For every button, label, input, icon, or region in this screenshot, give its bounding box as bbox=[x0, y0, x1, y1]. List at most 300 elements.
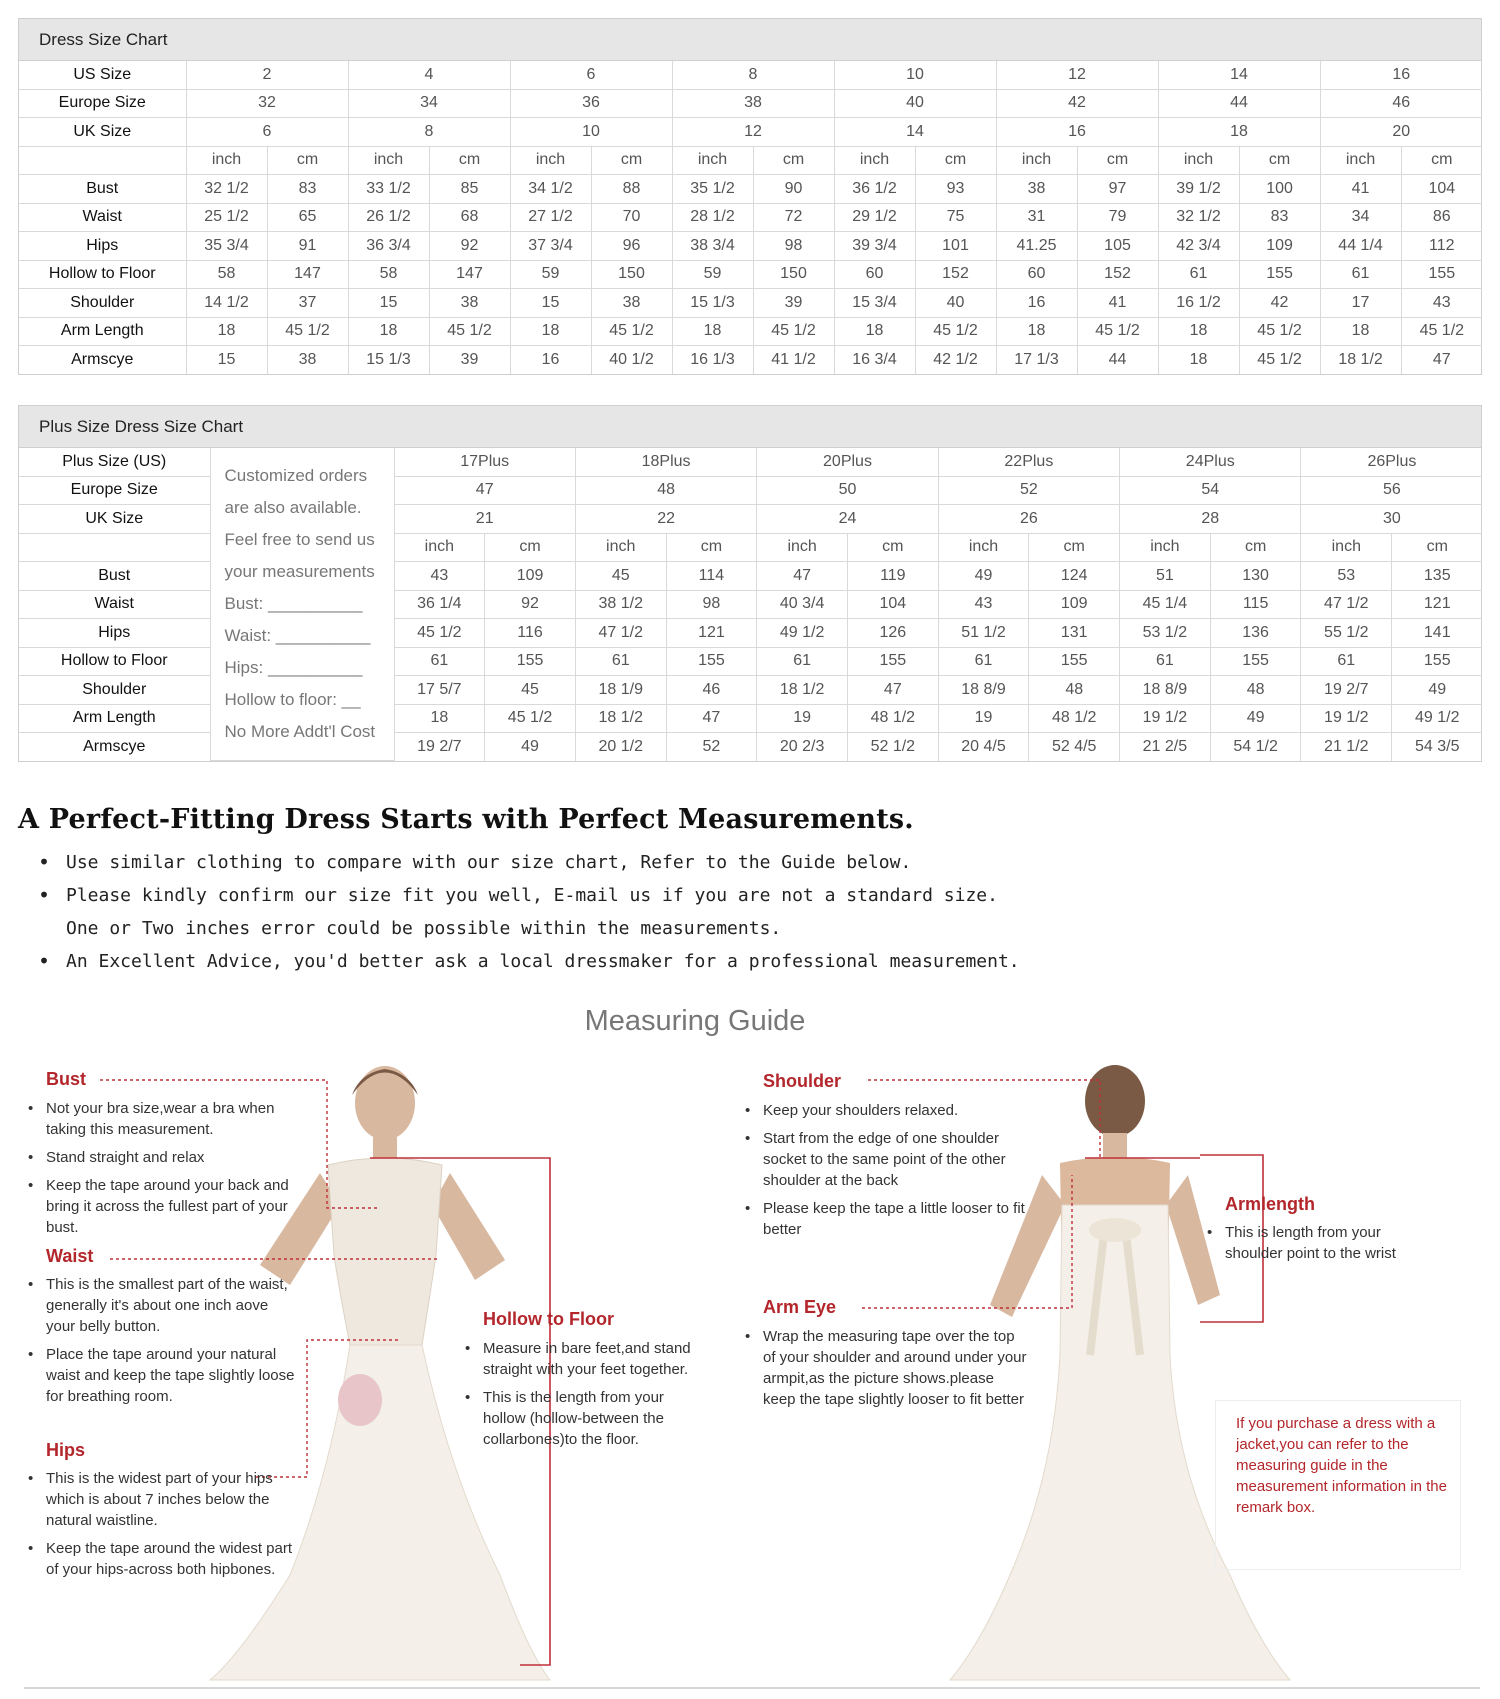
measure-cell: 61 bbox=[1120, 647, 1211, 676]
measure-cell: 45 1/2 bbox=[1077, 317, 1158, 346]
measure-cell: 47 1/2 bbox=[575, 619, 666, 648]
measure-cell: 19 bbox=[757, 704, 848, 733]
unit-cell: cm bbox=[1029, 533, 1120, 562]
measure-cell: 43 bbox=[1401, 289, 1482, 318]
size-cell: 36 bbox=[510, 89, 672, 118]
guide-bust-item: • Keep the tape around your back and bring it across the fullest part of your bust. bbox=[26, 1175, 296, 1238]
unit-cell: inch bbox=[575, 533, 666, 562]
guide-shoulder-item: • Keep your shoulders relaxed. bbox=[743, 1100, 1033, 1121]
measure-cell: 45 1/2 bbox=[267, 317, 348, 346]
size-cell: 26Plus bbox=[1301, 448, 1482, 476]
guide-armlength-heading: Armlength bbox=[1225, 1194, 1315, 1214]
measure-cell: 155 bbox=[485, 647, 576, 676]
guide-armeye-list bbox=[743, 1326, 1028, 1417]
size-cell: 4 bbox=[348, 61, 510, 89]
size-cell: 16 bbox=[1320, 61, 1482, 89]
size-cell: 8 bbox=[348, 118, 510, 147]
guide-shoulder-heading: Shoulder bbox=[763, 1071, 842, 1091]
measure-cell: 31 bbox=[996, 203, 1077, 232]
measuring-guide-title: Measuring Guide bbox=[584, 1005, 806, 1037]
measure-cell: 18 8/9 bbox=[938, 676, 1029, 705]
measure-cell: 86 bbox=[1401, 203, 1482, 232]
guide-bust-item: • Stand straight and relax bbox=[26, 1147, 296, 1168]
measure-cell: 152 bbox=[1077, 260, 1158, 289]
measure-cell: 61 bbox=[1158, 260, 1239, 289]
measure-cell: 15 1/3 bbox=[672, 289, 753, 318]
measure-cell: 19 1/2 bbox=[1120, 704, 1211, 733]
size-cell: 20Plus bbox=[757, 448, 938, 476]
row-label: Shoulder bbox=[19, 676, 210, 705]
measure-cell: 100 bbox=[1239, 175, 1320, 204]
measure-cell: 27 1/2 bbox=[510, 203, 591, 232]
dress-chart-title: Dress Size Chart bbox=[19, 19, 1481, 61]
size-cell: 6 bbox=[186, 118, 348, 147]
guide-hollow-item: • Measure in bare feet,and stand straight with your feet together. bbox=[463, 1338, 693, 1380]
measure-cell: 104 bbox=[1401, 175, 1482, 204]
guide-waist-item: • This is the smallest part of the waist, generally it's about one inch aove your belly button. bbox=[26, 1274, 296, 1337]
row-label: Bust bbox=[19, 562, 210, 591]
measure-cell: 135 bbox=[1392, 562, 1483, 591]
measure-cell: 15 1/3 bbox=[348, 346, 429, 374]
size-cell: 46 bbox=[1320, 89, 1482, 118]
measure-cell: 75 bbox=[915, 203, 996, 232]
measure-cell: 16 bbox=[996, 289, 1077, 318]
measure-cell: 152 bbox=[915, 260, 996, 289]
measure-cell: 18 8/9 bbox=[1120, 676, 1211, 705]
measure-cell: 58 bbox=[348, 260, 429, 289]
size-cell: 28 bbox=[1120, 505, 1301, 534]
guide-armlength-item: • This is length from your shoulder point to the wrist bbox=[1205, 1222, 1420, 1264]
measure-cell: 18 bbox=[394, 704, 485, 733]
measure-cell: 37 3/4 bbox=[510, 232, 591, 261]
measure-cell: 97 bbox=[1077, 175, 1158, 204]
measure-cell: 16 3/4 bbox=[834, 346, 915, 374]
unit-cell: cm bbox=[1401, 146, 1482, 175]
measure-cell: 35 1/2 bbox=[672, 175, 753, 204]
guide-shoulder-item: • Please keep the tape a little looser to fit better bbox=[743, 1198, 1033, 1240]
unit-cell: inch bbox=[394, 533, 485, 562]
row-label: Armscye bbox=[19, 733, 210, 761]
note-line: Hollow to floor: __ bbox=[224, 690, 361, 709]
measure-cell: 47 bbox=[1401, 346, 1482, 374]
measure-cell: 38 bbox=[267, 346, 348, 374]
unit-cell: inch bbox=[757, 533, 848, 562]
measure-cell: 92 bbox=[429, 232, 510, 261]
measure-cell: 83 bbox=[267, 175, 348, 204]
size-cell: 17Plus bbox=[394, 448, 575, 476]
size-cell: 22Plus bbox=[938, 448, 1119, 476]
measure-cell: 98 bbox=[666, 590, 757, 619]
measure-cell: 109 bbox=[485, 562, 576, 591]
size-cell: 2 bbox=[186, 61, 348, 89]
measure-cell: 61 bbox=[394, 647, 485, 676]
row-label: Hollow to Floor bbox=[19, 260, 186, 289]
guide-waist-item: • Place the tape around your natural waist and keep the tape slightly loose for breathing room. bbox=[26, 1344, 296, 1407]
guide-shoulder-item: • Start from the edge of one shoulder socket to the same point of the other shoulder at the back bbox=[743, 1128, 1033, 1191]
measure-cell: 18 1/2 bbox=[1320, 346, 1401, 374]
measure-cell: 45 1/2 bbox=[394, 619, 485, 648]
guide-hips-heading: Hips bbox=[46, 1440, 86, 1460]
measure-cell: 109 bbox=[1239, 232, 1320, 261]
measure-cell: 17 bbox=[1320, 289, 1401, 318]
measure-cell: 68 bbox=[429, 203, 510, 232]
measure-cell: 18 bbox=[1158, 317, 1239, 346]
measure-cell: 61 bbox=[575, 647, 666, 676]
size-cell: 52 bbox=[938, 476, 1119, 505]
row-label: Europe Size bbox=[19, 89, 186, 118]
measure-cell: 36 3/4 bbox=[348, 232, 429, 261]
measure-cell: 60 bbox=[996, 260, 1077, 289]
row-label: Armscye bbox=[19, 346, 186, 374]
measure-cell: 16 bbox=[510, 346, 591, 374]
measure-cell: 114 bbox=[666, 562, 757, 591]
measure-cell: 45 1/2 bbox=[1239, 346, 1320, 374]
unit-cell: inch bbox=[1301, 533, 1392, 562]
measure-cell: 116 bbox=[485, 619, 576, 648]
unit-cell: cm bbox=[267, 146, 348, 175]
measure-cell: 49 bbox=[1210, 704, 1301, 733]
measure-cell: 38 bbox=[591, 289, 672, 318]
advice-item: • Use similar clothing to compare with our size chart, Refer to the Guide below. bbox=[36, 846, 1020, 879]
row-label: Hips bbox=[19, 619, 210, 648]
unit-cell: cm bbox=[666, 533, 757, 562]
measure-cell: 21 1/2 bbox=[1301, 733, 1392, 761]
size-cell: 48 bbox=[575, 476, 756, 505]
measure-cell: 48 1/2 bbox=[1029, 704, 1120, 733]
measure-cell: 85 bbox=[429, 175, 510, 204]
measure-cell: 41 bbox=[1320, 175, 1401, 204]
measure-cell: 34 bbox=[1320, 203, 1401, 232]
measure-cell: 136 bbox=[1210, 619, 1301, 648]
measure-cell: 18 bbox=[996, 317, 1077, 346]
bottom-divider bbox=[24, 1687, 1480, 1689]
measure-cell: 38 3/4 bbox=[672, 232, 753, 261]
measure-cell: 36 1/2 bbox=[834, 175, 915, 204]
measure-cell: 155 bbox=[1210, 647, 1301, 676]
measure-cell: 141 bbox=[1392, 619, 1483, 648]
measure-cell: 18 bbox=[348, 317, 429, 346]
measure-cell: 47 bbox=[666, 704, 757, 733]
guide-hollow-item: • This is the length from your hollow (hollow-between the collarbones)to the floor. bbox=[463, 1387, 693, 1450]
measure-cell: 54 3/5 bbox=[1392, 733, 1483, 761]
measure-cell: 46 bbox=[666, 676, 757, 705]
measure-cell: 121 bbox=[1392, 590, 1483, 619]
note-line: Feel free to send us bbox=[224, 530, 375, 549]
measure-cell: 61 bbox=[938, 647, 1029, 676]
measure-cell: 155 bbox=[1392, 647, 1483, 676]
measure-cell: 32 1/2 bbox=[186, 175, 267, 204]
measure-cell: 20 4/5 bbox=[938, 733, 1029, 761]
advice-item-continuation: One or Two inches error could be possible within the measurements. bbox=[66, 918, 782, 939]
size-cell: 20 bbox=[1320, 118, 1482, 147]
guide-bust-heading: Bust bbox=[46, 1069, 86, 1089]
measure-cell: 130 bbox=[1210, 562, 1301, 591]
unit-cell: cm bbox=[1210, 533, 1301, 562]
measure-cell: 92 bbox=[485, 590, 576, 619]
measure-cell: 49 1/2 bbox=[1392, 704, 1483, 733]
advice-item: • An Excellent Advice, you'd better ask a local dressmaker for a professional measurement. bbox=[36, 945, 1020, 978]
size-cell: 24Plus bbox=[1120, 448, 1301, 476]
unit-cell: inch bbox=[938, 533, 1029, 562]
size-cell: 32 bbox=[186, 89, 348, 118]
measure-cell: 112 bbox=[1401, 232, 1482, 261]
measure-cell: 49 bbox=[1392, 676, 1483, 705]
measure-cell: 70 bbox=[591, 203, 672, 232]
unit-cell: cm bbox=[753, 146, 834, 175]
measure-cell: 45 1/2 bbox=[1401, 317, 1482, 346]
measure-cell: 48 1/2 bbox=[847, 704, 938, 733]
note-line: Hips: __________ bbox=[224, 658, 363, 677]
measure-cell: 37 bbox=[267, 289, 348, 318]
size-cell: 22 bbox=[575, 505, 756, 534]
size-cell: 8 bbox=[672, 61, 834, 89]
measure-cell: 45 bbox=[575, 562, 666, 591]
measure-cell: 44 1/4 bbox=[1320, 232, 1401, 261]
measure-cell: 36 1/4 bbox=[394, 590, 485, 619]
measure-cell: 17 1/3 bbox=[996, 346, 1077, 374]
measure-cell: 45 1/2 bbox=[429, 317, 510, 346]
unit-cell: cm bbox=[915, 146, 996, 175]
measure-cell: 38 bbox=[996, 175, 1077, 204]
row-label: Hollow to Floor bbox=[19, 647, 210, 676]
note-line: No More Addt'l Cost bbox=[224, 722, 376, 741]
measure-cell: 33 1/2 bbox=[348, 175, 429, 204]
measure-cell: 15 bbox=[186, 346, 267, 374]
size-cell: 12 bbox=[996, 61, 1158, 89]
measure-cell: 60 bbox=[834, 260, 915, 289]
plus-chart-title: Plus Size Dress Size Chart bbox=[19, 406, 1481, 448]
row-label: Arm Length bbox=[19, 317, 186, 346]
measure-cell: 45 1/2 bbox=[591, 317, 672, 346]
guide-bust-list bbox=[26, 1098, 296, 1245]
size-cell: 18 bbox=[1158, 118, 1320, 147]
size-cell: 16 bbox=[996, 118, 1158, 147]
measure-cell: 26 1/2 bbox=[348, 203, 429, 232]
measure-cell: 52 4/5 bbox=[1029, 733, 1120, 761]
guide-waist-list bbox=[26, 1274, 296, 1414]
measure-cell: 105 bbox=[1077, 232, 1158, 261]
guide-hollow-heading: Hollow to Floor bbox=[483, 1309, 614, 1329]
size-cell: 50 bbox=[757, 476, 938, 505]
guide-armeye-item: • Wrap the measuring tape over the top of your shoulder and around under your armpit,as the picture shows.please keep the tape slightly looser to fit better bbox=[743, 1326, 1028, 1410]
unit-cell: inch bbox=[1120, 533, 1211, 562]
size-cell: 10 bbox=[834, 61, 996, 89]
measure-cell: 147 bbox=[429, 260, 510, 289]
size-cell: 26 bbox=[938, 505, 1119, 534]
unit-cell: cm bbox=[591, 146, 672, 175]
measure-cell: 155 bbox=[1029, 647, 1120, 676]
measure-cell: 18 1/2 bbox=[757, 676, 848, 705]
measure-cell: 53 bbox=[1301, 562, 1392, 591]
measure-cell: 88 bbox=[591, 175, 672, 204]
measure-cell: 83 bbox=[1239, 203, 1320, 232]
note-line: are also available. bbox=[224, 498, 362, 517]
size-cell: 24 bbox=[757, 505, 938, 534]
measure-cell: 18 bbox=[834, 317, 915, 346]
jacket-note: If you purchase a dress with a jacket,you can refer to the measuring guide in the measurement information in the remark box. bbox=[1215, 1400, 1461, 1570]
measure-cell: 43 bbox=[938, 590, 1029, 619]
measure-cell: 19 2/7 bbox=[1301, 676, 1392, 705]
unit-cell: inch bbox=[1320, 146, 1401, 175]
measure-cell: 43 bbox=[394, 562, 485, 591]
size-cell: 10 bbox=[510, 118, 672, 147]
row-label: Waist bbox=[19, 590, 210, 619]
unit-cell: cm bbox=[1077, 146, 1158, 175]
measure-cell: 91 bbox=[267, 232, 348, 261]
measure-cell: 41 1/2 bbox=[753, 346, 834, 374]
unit-cell: cm bbox=[1239, 146, 1320, 175]
measure-cell: 147 bbox=[267, 260, 348, 289]
guide-hips-item: • Keep the tape around the widest part of your hips-across both hipbones. bbox=[26, 1538, 296, 1580]
measure-cell: 29 1/2 bbox=[834, 203, 915, 232]
row-label: Shoulder bbox=[19, 289, 186, 318]
row-label: Europe Size bbox=[19, 476, 210, 505]
unit-cell: inch bbox=[834, 146, 915, 175]
note-line: your measurements bbox=[224, 562, 375, 581]
measure-cell: 40 3/4 bbox=[757, 590, 848, 619]
size-cell: 18Plus bbox=[575, 448, 756, 476]
measure-cell: 48 bbox=[1210, 676, 1301, 705]
measure-cell: 18 1/2 bbox=[575, 704, 666, 733]
measure-cell: 45 1/4 bbox=[1120, 590, 1211, 619]
guide-shoulder-list bbox=[743, 1100, 1033, 1247]
measure-cell: 45 1/2 bbox=[1239, 317, 1320, 346]
unit-cell: inch bbox=[996, 146, 1077, 175]
measure-cell: 61 bbox=[1301, 647, 1392, 676]
unit-cell: inch bbox=[186, 146, 267, 175]
note-line: Bust: __________ bbox=[224, 594, 363, 613]
unit-cell: cm bbox=[485, 533, 576, 562]
measure-cell: 18 bbox=[186, 317, 267, 346]
measure-cell: 96 bbox=[591, 232, 672, 261]
measure-cell: 41.25 bbox=[996, 232, 1077, 261]
measure-cell: 19 1/2 bbox=[1301, 704, 1392, 733]
row-label: UK Size bbox=[19, 505, 210, 534]
note-line: Waist: __________ bbox=[224, 626, 371, 645]
measure-cell: 101 bbox=[915, 232, 996, 261]
measure-cell: 18 bbox=[672, 317, 753, 346]
advice-item: • Please kindly confirm our size fit you well, E-mail us if you are not a standard size. bbox=[36, 879, 1020, 912]
measure-cell: 59 bbox=[672, 260, 753, 289]
unit-cell: inch bbox=[1158, 146, 1239, 175]
measure-cell: 42 bbox=[1239, 289, 1320, 318]
measure-cell: 52 1/2 bbox=[847, 733, 938, 761]
size-cell: 44 bbox=[1158, 89, 1320, 118]
measure-cell: 121 bbox=[666, 619, 757, 648]
unit-cell: inch bbox=[348, 146, 429, 175]
unit-cell: cm bbox=[429, 146, 510, 175]
guide-waist-heading: Waist bbox=[46, 1246, 94, 1266]
measure-cell: 16 1/3 bbox=[672, 346, 753, 374]
measure-cell: 45 bbox=[485, 676, 576, 705]
measure-cell: 51 1/2 bbox=[938, 619, 1029, 648]
size-cell: 38 bbox=[672, 89, 834, 118]
measure-cell: 150 bbox=[753, 260, 834, 289]
measure-cell: 93 bbox=[915, 175, 996, 204]
guide-hips-list bbox=[26, 1468, 296, 1587]
measure-cell: 119 bbox=[847, 562, 938, 591]
measure-cell: 52 bbox=[666, 733, 757, 761]
measure-cell: 34 1/2 bbox=[510, 175, 591, 204]
row-label: Bust bbox=[19, 175, 186, 204]
measure-cell: 39 bbox=[429, 346, 510, 374]
size-cell: 14 bbox=[1158, 61, 1320, 89]
measure-cell: 155 bbox=[1239, 260, 1320, 289]
row-label: Arm Length bbox=[19, 704, 210, 733]
measure-cell: 18 bbox=[1320, 317, 1401, 346]
measure-cell: 45 1/2 bbox=[485, 704, 576, 733]
size-cell: 47 bbox=[394, 476, 575, 505]
size-cell: 54 bbox=[1120, 476, 1301, 505]
measure-cell: 54 1/2 bbox=[1210, 733, 1301, 761]
measure-cell: 47 bbox=[757, 562, 848, 591]
size-cell: 30 bbox=[1301, 505, 1482, 534]
row-label: Hips bbox=[19, 232, 186, 261]
measure-cell: 15 bbox=[510, 289, 591, 318]
measure-cell: 155 bbox=[666, 647, 757, 676]
measure-cell: 41 bbox=[1077, 289, 1158, 318]
measure-cell: 131 bbox=[1029, 619, 1120, 648]
row-label: US Size bbox=[19, 61, 186, 89]
measure-cell: 72 bbox=[753, 203, 834, 232]
measure-cell: 150 bbox=[591, 260, 672, 289]
size-cell: 21 bbox=[394, 505, 575, 534]
measure-cell: 18 bbox=[510, 317, 591, 346]
measure-cell: 49 1/2 bbox=[757, 619, 848, 648]
measure-cell: 90 bbox=[753, 175, 834, 204]
measure-cell: 15 bbox=[348, 289, 429, 318]
measure-cell: 20 2/3 bbox=[757, 733, 848, 761]
measure-cell: 40 1/2 bbox=[591, 346, 672, 374]
measure-cell: 19 2/7 bbox=[394, 733, 485, 761]
measure-cell: 49 bbox=[938, 562, 1029, 591]
advice-headline: A Perfect-Fitting Dress Starts with Perfect Measurements. bbox=[18, 804, 914, 835]
measure-cell: 155 bbox=[847, 647, 938, 676]
measure-cell: 65 bbox=[267, 203, 348, 232]
measure-cell: 49 bbox=[485, 733, 576, 761]
measure-cell: 42 1/2 bbox=[915, 346, 996, 374]
guide-hollow-list bbox=[463, 1338, 693, 1457]
measure-cell: 18 1/9 bbox=[575, 676, 666, 705]
unit-cell: cm bbox=[847, 533, 938, 562]
measure-cell: 79 bbox=[1077, 203, 1158, 232]
measure-cell: 25 1/2 bbox=[186, 203, 267, 232]
measure-cell: 39 bbox=[753, 289, 834, 318]
measure-cell: 124 bbox=[1029, 562, 1120, 591]
measure-cell: 39 3/4 bbox=[834, 232, 915, 261]
measure-cell: 38 bbox=[429, 289, 510, 318]
measure-cell: 14 1/2 bbox=[186, 289, 267, 318]
measure-cell: 51 bbox=[1120, 562, 1211, 591]
measure-cell: 32 1/2 bbox=[1158, 203, 1239, 232]
measure-cell: 98 bbox=[753, 232, 834, 261]
measure-cell: 109 bbox=[1029, 590, 1120, 619]
measure-cell: 126 bbox=[847, 619, 938, 648]
size-cell: 14 bbox=[834, 118, 996, 147]
measure-cell: 38 1/2 bbox=[575, 590, 666, 619]
size-cell: 34 bbox=[348, 89, 510, 118]
unit-cell: cm bbox=[1392, 533, 1483, 562]
measure-cell: 61 bbox=[757, 647, 848, 676]
unit-cell: inch bbox=[672, 146, 753, 175]
measure-cell: 155 bbox=[1401, 260, 1482, 289]
measure-cell: 42 3/4 bbox=[1158, 232, 1239, 261]
measure-cell: 19 bbox=[938, 704, 1029, 733]
guide-armeye-heading: Arm Eye bbox=[763, 1297, 837, 1317]
size-cell: 42 bbox=[996, 89, 1158, 118]
row-label: Waist bbox=[19, 203, 186, 232]
measure-cell: 47 1/2 bbox=[1301, 590, 1392, 619]
